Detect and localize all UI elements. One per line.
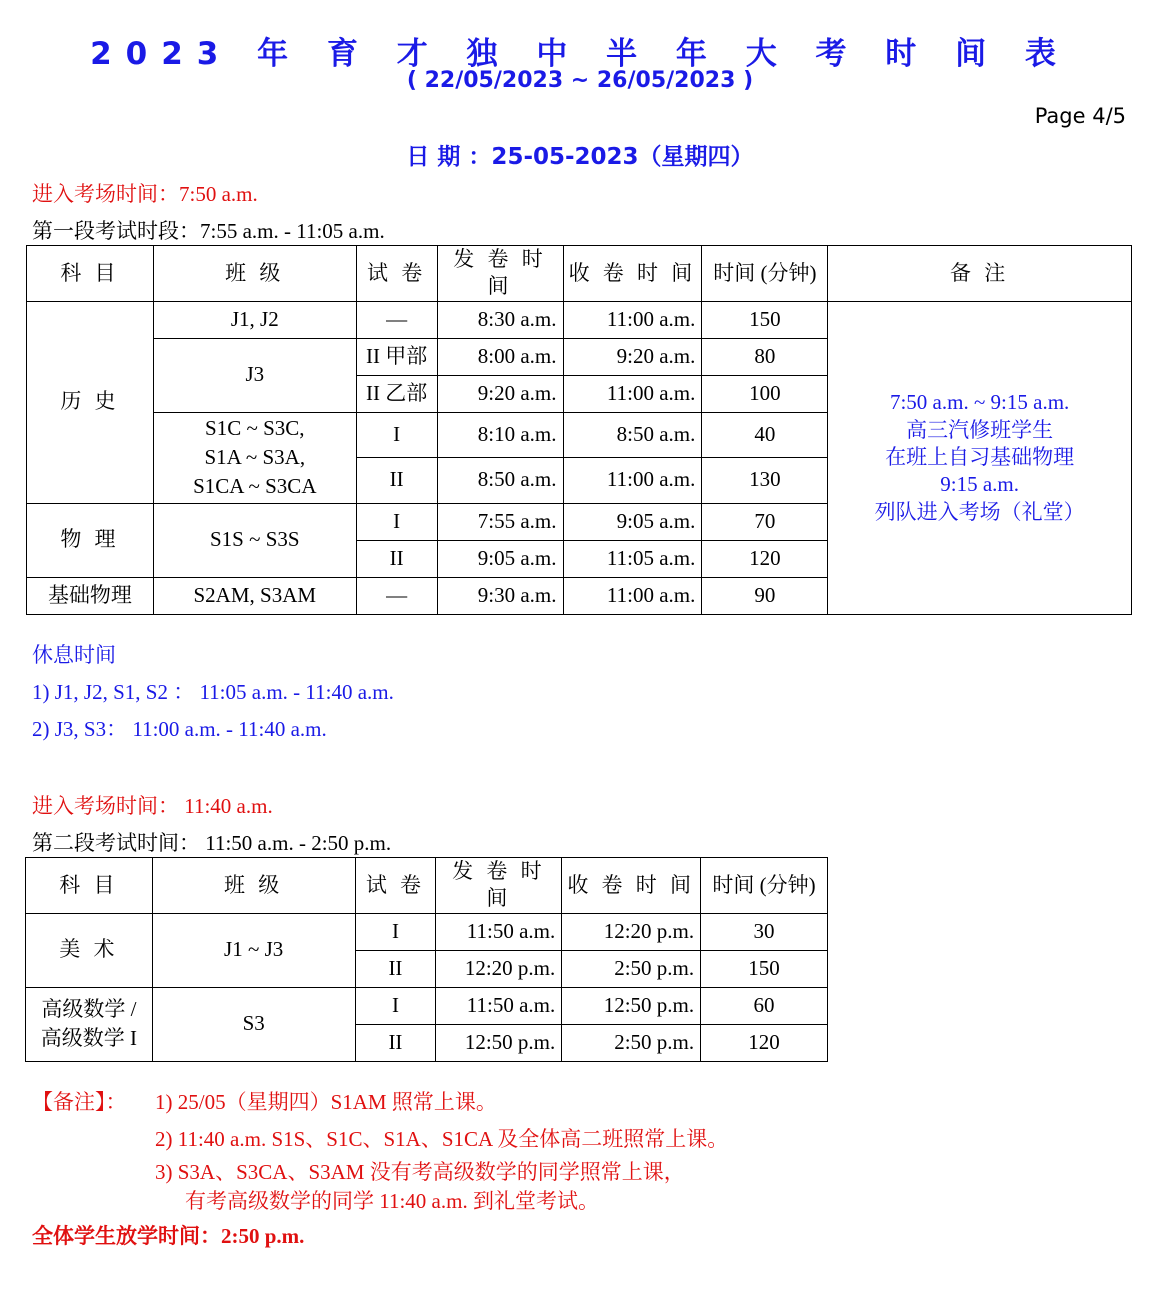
start-time-cell: 12:50 p.m.	[436, 1024, 562, 1061]
start-time-cell: 11:50 a.m.	[436, 987, 562, 1024]
session1-entry-time: 进入考场时间：7:50 a.m.	[32, 182, 258, 206]
subject-cell: 物 理	[27, 503, 154, 577]
session1-period: 第一段考试时段：7:55 a.m. - 11:05 a.m.	[32, 219, 385, 243]
subject-cell: 基础物理	[27, 577, 154, 614]
minutes-cell: 60	[701, 987, 828, 1024]
remark-item-3: 3) S3A、S3CA、S3AM 没有考高级数学的同学照常上课，	[155, 1160, 685, 1184]
end-time-cell: 11:00 a.m.	[563, 301, 702, 338]
minutes-cell: 150	[701, 950, 828, 987]
session2-entry-time: 进入考场时间： 11:40 a.m.	[32, 794, 273, 818]
class-cell: J1, J2	[153, 301, 356, 338]
table-row	[26, 987, 828, 1024]
minutes-cell: 80	[702, 338, 828, 375]
exam-date: 日 期 ：25-05-2023（星期四）	[406, 144, 754, 170]
paper-cell: II 甲部	[356, 338, 437, 375]
end-time-cell: 9:05 a.m.	[563, 503, 702, 540]
minutes-cell: 120	[701, 1024, 828, 1061]
header-end: 收 卷 时 间	[563, 246, 702, 302]
paper-cell: II 乙部	[356, 375, 437, 412]
session1-table	[26, 245, 1132, 615]
remark-line: 列队进入考场（礼堂）	[874, 499, 1085, 524]
end-time-cell: 9:20 a.m.	[563, 338, 702, 375]
header-minutes: 时间 (分钟)	[701, 858, 828, 914]
break-title: 休息时间	[32, 643, 116, 667]
paper-cell: I	[356, 412, 437, 457]
paper-cell: II	[356, 457, 437, 503]
end-time-cell: 11:05 a.m.	[563, 540, 702, 577]
break-line-2: 2) J3, S3： 11:00 a.m. - 11:40 a.m.	[32, 717, 327, 741]
paper-cell: I	[356, 503, 437, 540]
class-cell: S1S ~ S3S	[153, 503, 356, 577]
subject-cell: 美 术	[26, 913, 153, 987]
table-header-row	[27, 246, 1132, 302]
header-start: 发 卷 时 间	[437, 246, 563, 302]
paper-cell: II	[355, 1024, 436, 1061]
start-time-cell: 8:10 a.m.	[437, 412, 563, 457]
class-line: S1CA ~ S3CA	[193, 474, 317, 499]
end-time-cell: 8:50 a.m.	[563, 412, 702, 457]
class-line: S1C ~ S3C,	[205, 416, 305, 441]
end-time-cell: 11:00 a.m.	[563, 577, 702, 614]
page-title: 2023 年 育 才 独 中 半 年 大 考 时 间 表	[90, 36, 1070, 72]
class-cell	[153, 412, 356, 503]
header-paper: 试 卷	[356, 246, 437, 302]
minutes-cell: 70	[702, 503, 828, 540]
remark-line: 高三汽修班学生	[906, 417, 1054, 442]
end-time-cell: 12:20 p.m.	[562, 913, 701, 950]
remarks-cell	[828, 301, 1132, 614]
start-time-cell: 8:00 a.m.	[437, 338, 563, 375]
end-time-cell: 11:00 a.m.	[563, 375, 702, 412]
paper-cell: I	[355, 987, 436, 1024]
minutes-cell: 90	[702, 577, 828, 614]
minutes-cell: 130	[702, 457, 828, 503]
subject-cell: 历 史	[27, 301, 154, 503]
paper-cell: I	[355, 913, 436, 950]
remark-line: 在班上自习基础物理	[885, 444, 1075, 469]
minutes-cell: 120	[702, 540, 828, 577]
start-time-cell: 12:20 p.m.	[436, 950, 562, 987]
class-line: S1A ~ S3A,	[204, 445, 306, 470]
remark-line: 7:50 a.m. ~ 9:15 a.m.	[889, 390, 1070, 415]
session2-table	[25, 857, 828, 1062]
header-paper: 试 卷	[355, 858, 436, 914]
subject-line: 高级数学 I	[40, 1026, 138, 1051]
paper-cell: —	[356, 301, 437, 338]
minutes-cell: 100	[702, 375, 828, 412]
header-subject: 科 目	[26, 858, 153, 914]
remark-item-2: 2) 11:40 a.m. S1S、S1C、S1A、S1CA 及全体高二班照常上课。	[155, 1127, 729, 1151]
header-class: 班 级	[153, 246, 356, 302]
session2-period: 第二段考试时间： 11:50 a.m. - 2:50 p.m.	[32, 831, 392, 855]
start-time-cell: 8:30 a.m.	[437, 301, 563, 338]
paper-cell: II	[355, 950, 436, 987]
end-time-cell: 12:50 p.m.	[562, 987, 701, 1024]
break-line-1: 1) J1, J2, S1, S2 ： 11:05 a.m. - 11:40 a.m.	[32, 680, 394, 704]
header-start: 发 卷 时 间	[436, 858, 562, 914]
table-row	[26, 913, 828, 950]
subject-line: 高级数学 /	[41, 997, 137, 1022]
start-time-cell: 9:05 a.m.	[437, 540, 563, 577]
header-remarks: 备 注	[828, 246, 1132, 302]
paper-cell: II	[356, 540, 437, 577]
minutes-cell: 150	[702, 301, 828, 338]
end-time-cell: 11:00 a.m.	[563, 457, 702, 503]
minutes-cell: 40	[702, 412, 828, 457]
class-cell: S2AM, S3AM	[153, 577, 356, 614]
header-end: 收 卷 时 间	[562, 858, 701, 914]
minutes-cell: 30	[701, 913, 828, 950]
remark-item-3-cont: 有考高级数学的同学 11:40 a.m. 到礼堂考试。	[185, 1189, 599, 1213]
end-time-cell: 2:50 p.m.	[562, 1024, 701, 1061]
start-time-cell: 9:30 a.m.	[437, 577, 563, 614]
header-minutes: 时间 (分钟)	[702, 246, 828, 302]
remark-line: 9:15 a.m.	[940, 472, 1019, 497]
dismissal-time: 全体学生放学时间：2:50 p.m.	[32, 1224, 305, 1248]
remark-item-1: 1) 25/05（星期四）S1AM 照常上课。	[155, 1090, 497, 1114]
date-range: ( 22/05/2023 ~ 26/05/2023 )	[406, 68, 754, 93]
start-time-cell: 8:50 a.m.	[437, 457, 563, 503]
end-time-cell: 2:50 p.m.	[562, 950, 701, 987]
table-header-row	[26, 858, 828, 914]
class-cell: J1 ~ J3	[152, 913, 355, 987]
class-cell: J3	[153, 338, 356, 412]
table-row	[27, 301, 1132, 338]
subject-cell	[26, 987, 153, 1061]
class-cell: S3	[152, 987, 355, 1061]
header-subject: 科 目	[27, 246, 154, 302]
paper-cell: —	[356, 577, 437, 614]
start-time-cell: 7:55 a.m.	[437, 503, 563, 540]
header-class: 班 级	[152, 858, 355, 914]
start-time-cell: 9:20 a.m.	[437, 375, 563, 412]
page-number: Page 4/5	[1034, 104, 1126, 128]
remarks-label: 【备注】：	[32, 1090, 127, 1114]
start-time-cell: 11:50 a.m.	[436, 913, 562, 950]
